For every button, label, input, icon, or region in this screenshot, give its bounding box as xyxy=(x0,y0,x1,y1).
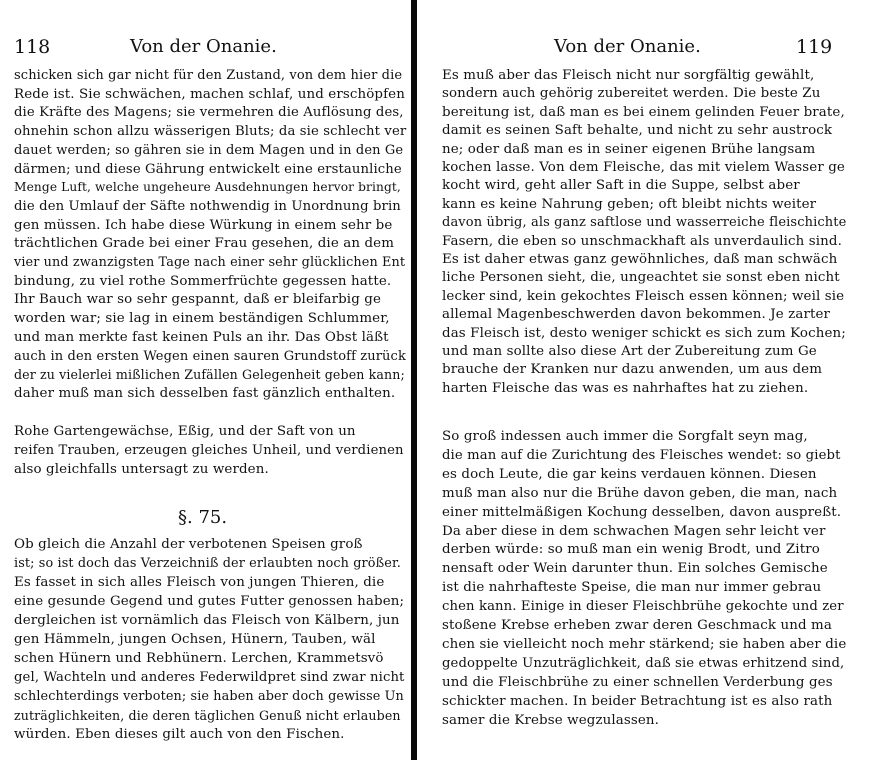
text-line: es doch Leute, die gar keins verdauen können. Diesen xyxy=(442,466,817,482)
text-line: reifen Trauben, erzeugen gleiches Unheil, und verdienen xyxy=(14,443,404,458)
text-line: dergleichen ist vornämlich das Fleisch von Kälbern, jun xyxy=(14,613,400,628)
text-line: därmen; und diese Gährung entwickelt eine erstaunliche xyxy=(14,161,402,177)
text-line: ist; so ist doch das Verzeichniß der erlaubten noch größer. xyxy=(14,556,401,571)
text-line: kann es keine Nahrung geben; oft bleibt nichts weiter xyxy=(442,196,817,212)
text-line: gedoppelte Unzuträglichkeit, daß sie etwas erhitzend sind, xyxy=(442,655,845,671)
text-line: worden war; sie lag in einem beständigen Schlummer, xyxy=(14,311,390,327)
text-line: brauche der Kranken nur dazu anwenden, um aus dem xyxy=(442,362,823,378)
left-running-title: Von der Onanie. xyxy=(130,36,277,57)
text-line: schicken sich gar nicht für den Zustand, von dem hier die xyxy=(14,68,403,83)
text-line: gel, Wachteln und anderes Federwildpret sind zwar nicht xyxy=(14,670,405,685)
text-line: bindung, zu viel rothe Sommerfrüchte gegessen hatte. xyxy=(14,273,392,289)
text-line: harten Fleische das was es nahrhaftes hat zu ziehen. xyxy=(442,380,809,396)
text-line: Da aber diese in dem schwachen Magen sehr leicht ver xyxy=(442,523,826,539)
text-line: einer mittelmäßigen Kochung desselben, davon auspreßt. xyxy=(442,504,842,520)
text-line: der zu vielerlei mißlichen Zufällen Gelegenheit geben kann; xyxy=(14,367,405,383)
text-line: und die Fleischbrühe zu einer schnellen Verderbung ges xyxy=(442,674,833,690)
text-line: die man auf die Zurichtung des Fleisches wendet: so giebt xyxy=(442,447,841,463)
text-line: gen Hämmeln, jungen Ochsen, Hünern, Tauben, wäl xyxy=(14,632,376,647)
text-line: und man sollte also diese Art der Zubereitung zum Ge xyxy=(442,344,817,359)
text-line: die den Umlauf der Säfte nothwendig in Unordnung brin xyxy=(14,198,401,214)
text-line: Rede ist. Sie schwächen, machen schlaf, und erschöpfen xyxy=(14,86,405,102)
text-line: allemal Magenbeschwerden davon bekommen. Je zarter xyxy=(442,307,831,323)
text-line: und man merkte fast keinen Puls an ihr. Das Obst läßt xyxy=(14,329,389,345)
text-line: Ob gleich die Anzahl der verbotenen Speisen groß xyxy=(14,537,363,552)
text-line: schen Hünern und Rebhünern. Lerchen, Krammetsvö xyxy=(14,651,384,666)
text-line: ohnehin schon allzu wässerigen Bluts; da sie schlecht ver xyxy=(14,124,407,140)
text-line: schickter machen. In beider Betrachtung ist es also rath xyxy=(442,693,833,709)
text-line: lecker sind, kein gekochtes Fleisch essen können; weil sie xyxy=(442,288,845,304)
text-line: chen sie vielleicht noch mehr stärkend; sie haben aber die xyxy=(442,636,847,652)
text-line: stoßene Krebse erheben zwar deren Geschmack und ma xyxy=(442,618,832,633)
text-line: daher muß man sich desselben fast gänzlich enthalten. xyxy=(14,385,396,401)
text-line: Fasern, die eben so unschmackhaft als unverdaulich sind. xyxy=(442,233,842,249)
text-line: zuträglichkeiten, die deren täglichen Genuß nicht erlauben xyxy=(14,708,401,723)
text-line: trächtlichen Grade bei einer Frau gesehen, die an dem xyxy=(14,236,395,252)
right-running-title: Von der Onanie. xyxy=(554,36,701,57)
text-line: sondern auch gehörig zubereitet werden. Die beste Zu xyxy=(442,86,821,102)
left-page-number: 118 xyxy=(14,36,51,58)
text-line: damit es seinen Saft behalte, und nicht zu sehr austrock xyxy=(442,123,833,139)
left-header xyxy=(0,36,412,60)
text-line: auch in den ersten Wegen einen sauren Grundstoff zurück xyxy=(14,348,406,364)
text-line: vier und zwanzigsten Tage nach einer sehr glücklichen Ent xyxy=(14,255,406,270)
text-line: bereitung ist, daß man es bei einem gelinden Feuer brate, xyxy=(442,104,845,120)
text-line: ist die nahrhafteste Speise, die man nur immer gebrau xyxy=(442,580,822,596)
text-line: die Kräfte des Magens; sie vermehren die Auflösung des, xyxy=(14,105,404,121)
right-header xyxy=(424,36,880,60)
text-line: Es fasset in sich alles Fleisch von jungen Thieren, die xyxy=(14,575,385,590)
text-line: ne; oder daß man es in seiner eigenen Brühe langsam xyxy=(442,141,816,157)
text-line: das Fleisch ist, desto weniger schickt es sich zum Kochen; xyxy=(442,325,846,341)
text-line: derben würde: so muß man ein wenig Brodt, und Zitro xyxy=(442,542,820,558)
right-page xyxy=(424,0,880,760)
section-heading: §. 75. xyxy=(178,507,228,528)
right-page-number: 119 xyxy=(796,36,833,58)
text-line: eine gesunde Gegend und gutes Futter genossen haben; xyxy=(14,594,405,609)
text-line: liche Personen sieht, die, ungeachtet sie sonst eben nicht xyxy=(442,270,840,286)
text-line: chen kann. Einige in dieser Fleischbrühe gekochte und zer xyxy=(442,599,844,615)
text-line: kocht wird, geht aller Saft in die Suppe, selbst aber xyxy=(442,178,800,194)
text-line: So groß indessen auch immer die Sorgfalt seyn mag, xyxy=(442,429,808,444)
text-line: schlechterdings verboten; sie haben aber doch gewisse Un xyxy=(14,689,404,704)
text-line: Ihr Bauch war so sehr gespannt, daß er bleifarbig ge xyxy=(14,292,381,308)
text-line: Rohe Gartengewächse, Eßig, und der Saft von un xyxy=(14,424,356,439)
text-line: davon übrig, als ganz saftlose und wasserreiche fleischichte xyxy=(442,215,847,231)
text-line: nensaft oder Wein darunter thun. Ein solches Gemische xyxy=(442,561,828,577)
text-line: kochen lasse. Von dem Fleische, das mit vielem Wasser ge xyxy=(442,160,845,175)
text-line: würden. Eben dieses gilt auch von den Fischen. xyxy=(14,727,345,742)
text-line: Menge Luft, welche ungeheure Ausdehnungen hervor bringt, xyxy=(14,180,401,195)
text-line: Es ist daher etwas ganz gewöhnliches, daß man schwäch xyxy=(442,252,838,267)
text-line: dauet werden; so gähren sie in dem Magen und in den Ge xyxy=(14,142,404,158)
text-line: samer die Krebse wegzulassen. xyxy=(442,712,660,728)
left-page xyxy=(0,0,412,760)
text-line: gen müssen. Ich habe diese Würkung in einem sehr be xyxy=(14,217,393,233)
text-line: Es muß aber das Fleisch nicht nur sorgfältig gewählt, xyxy=(442,68,815,83)
page-gutter xyxy=(411,0,417,760)
text-line: also gleichfalls untersagt zu werden. xyxy=(14,462,269,477)
text-line: muß man also nur die Brühe davon geben, die man, nach xyxy=(442,485,838,501)
